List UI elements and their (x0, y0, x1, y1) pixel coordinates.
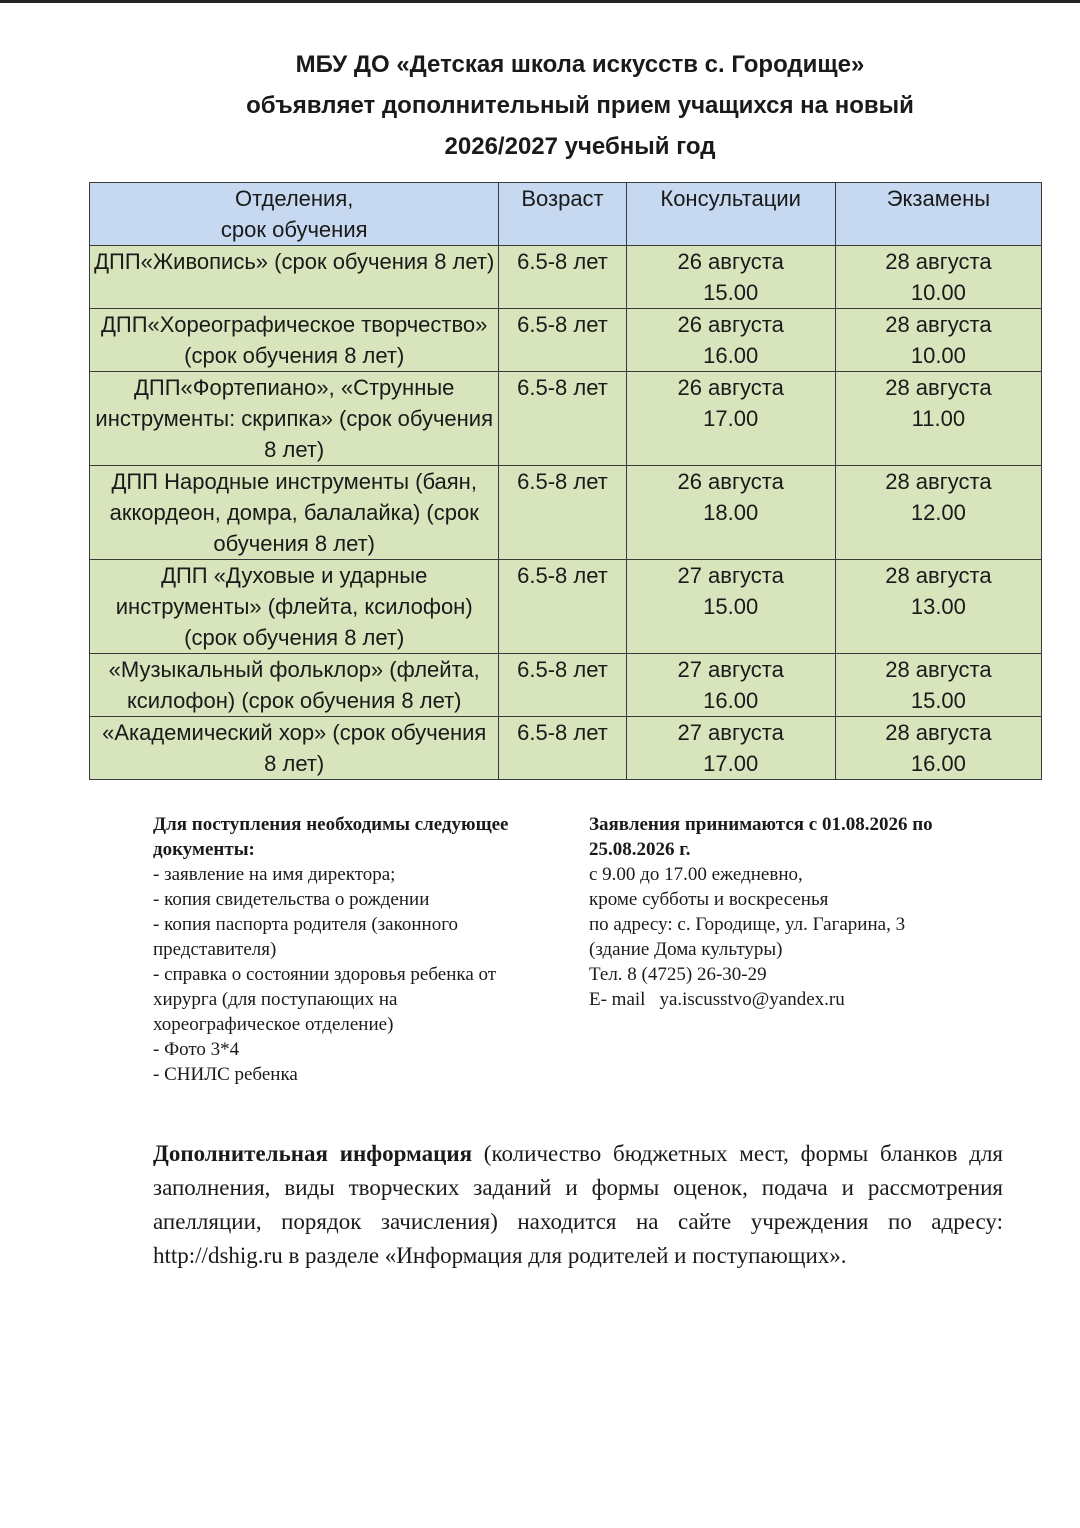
header-age: Возраст (499, 183, 626, 246)
documents-title-line-1: Для поступления необходимы следующее (153, 814, 509, 835)
list-item: хореографическое отделение) (153, 1014, 394, 1035)
cell-exam: 28 августа 11.00 (835, 372, 1041, 466)
list-item: - заявление на имя директора; (153, 864, 396, 885)
cell-consultation: 27 августа 17.00 (626, 717, 835, 780)
cell-consultation: 27 августа 15.00 (626, 560, 835, 654)
list-item: хирурга (для поступающих на (153, 989, 398, 1010)
table-row (90, 560, 1042, 654)
cell-exam: 28 августа 10.00 (835, 246, 1041, 309)
header-consultations: Консультации (626, 183, 835, 246)
cell-department: ДПП Народные инструменты (баян, аккордеон, домра, балалайка) (срок обучения 8 лет) (90, 466, 499, 560)
cell-exam: 28 августа 10.00 (835, 309, 1041, 372)
cell-exam: 28 августа 15.00 (835, 654, 1041, 717)
additional-info-label: Дополнительная информация (153, 1141, 473, 1166)
applications-title-line-2: 25.08.2026 г. (589, 839, 691, 860)
required-documents-block (153, 812, 573, 1087)
cell-department: ДПП«Хореографическое творчество» (срок обучения 8 лет) (90, 309, 499, 372)
cell-age: 6.5-8 лет (499, 246, 626, 309)
list-item: - СНИЛС ребенка (153, 1064, 298, 1085)
table-row (90, 246, 1042, 309)
list-item: - справка о состоянии здоровья ребенка от (153, 964, 497, 985)
cell-exam: 28 августа 12.00 (835, 466, 1041, 560)
email-link[interactable]: ya.iscusstvo@yandex.ru (659, 989, 845, 1010)
cell-department: ДПП «Духовые и ударные инструменты» (флейта, ксилофон) (срок обучения 8 лет) (90, 560, 499, 654)
table-header-row (90, 183, 1042, 246)
applications-address: по адресу: с. Городище, ул. Гагарина, 3 (589, 914, 906, 935)
cell-department: «Академический хор» (срок обучения 8 лет) (90, 717, 499, 780)
table-row (90, 372, 1042, 466)
heading-line-3: 2026/2027 учебный год (444, 133, 716, 160)
additional-info-paragraph (153, 1137, 1003, 1273)
cell-department: «Музыкальный фольклор» (флейта, ксилофон) (срок обучения 8 лет) (90, 654, 499, 717)
applications-building: (здание Дома культуры) (589, 939, 783, 960)
top-border-line (0, 0, 1080, 3)
cell-consultation: 26 августа 16.00 (626, 309, 835, 372)
cell-department: ДПП«Живопись» (срок обучения 8 лет) (90, 246, 499, 309)
table-row (90, 717, 1042, 780)
additional-info-text: (количество бюджетных мест, формы бланков для заполнения, виды творческих заданий и формы оценок, подача и рассмотрения апелляции, порядок зачисления) находится на сайте учреждения по адресу: http://dshig.ru в разделе «Информация для родителей и поступающих». (153, 1141, 1004, 1268)
cell-age: 6.5-8 лет (499, 654, 626, 717)
admission-schedule-table (89, 182, 1042, 780)
applications-title-line-1: Заявления принимаются с 01.08.2026 по (589, 814, 933, 835)
documents-title-line-2: документы: (153, 839, 255, 860)
cell-age: 6.5-8 лет (499, 717, 626, 780)
heading-line-1: МБУ ДО «Детская школа искусств с. Городище» (295, 51, 865, 78)
heading-line-2: объявляет дополнительный прием учащихся на новый (246, 92, 914, 119)
applications-block (589, 812, 1009, 1012)
applications-hours: с 9.00 до 17.00 ежедневно, (589, 864, 803, 885)
table-row (90, 654, 1042, 717)
cell-age: 6.5-8 лет (499, 466, 626, 560)
applications-email-line (589, 987, 1009, 1012)
announcement-heading (0, 44, 1080, 167)
list-item: - Фото 3*4 (153, 1039, 240, 1060)
list-item: - копия паспорта родителя (законного (153, 914, 459, 935)
table-row (90, 466, 1042, 560)
email-label: E- mail (589, 989, 646, 1010)
table-row (90, 309, 1042, 372)
applications-days: кроме субботы и воскресенья (589, 889, 829, 910)
cell-department: ДПП«Фортепиано», «Струнные инструменты: скрипка» (срок обучения 8 лет) (90, 372, 499, 466)
cell-age: 6.5-8 лет (499, 309, 626, 372)
header-departments: Отделения, срок обучения (90, 183, 499, 246)
cell-consultation: 26 августа 18.00 (626, 466, 835, 560)
cell-exam: 28 августа 16.00 (835, 717, 1041, 780)
list-item: - копия свидетельства о рождении (153, 889, 430, 910)
cell-consultation: 27 августа 16.00 (626, 654, 835, 717)
header-exams: Экзамены (835, 183, 1041, 246)
cell-exam: 28 августа 13.00 (835, 560, 1041, 654)
applications-phone: Тел. 8 (4725) 26-30-29 (589, 964, 767, 985)
cell-consultation: 26 августа 17.00 (626, 372, 835, 466)
list-item: представителя) (153, 939, 277, 960)
cell-age: 6.5-8 лет (499, 372, 626, 466)
cell-age: 6.5-8 лет (499, 560, 626, 654)
cell-consultation: 26 августа 15.00 (626, 246, 835, 309)
